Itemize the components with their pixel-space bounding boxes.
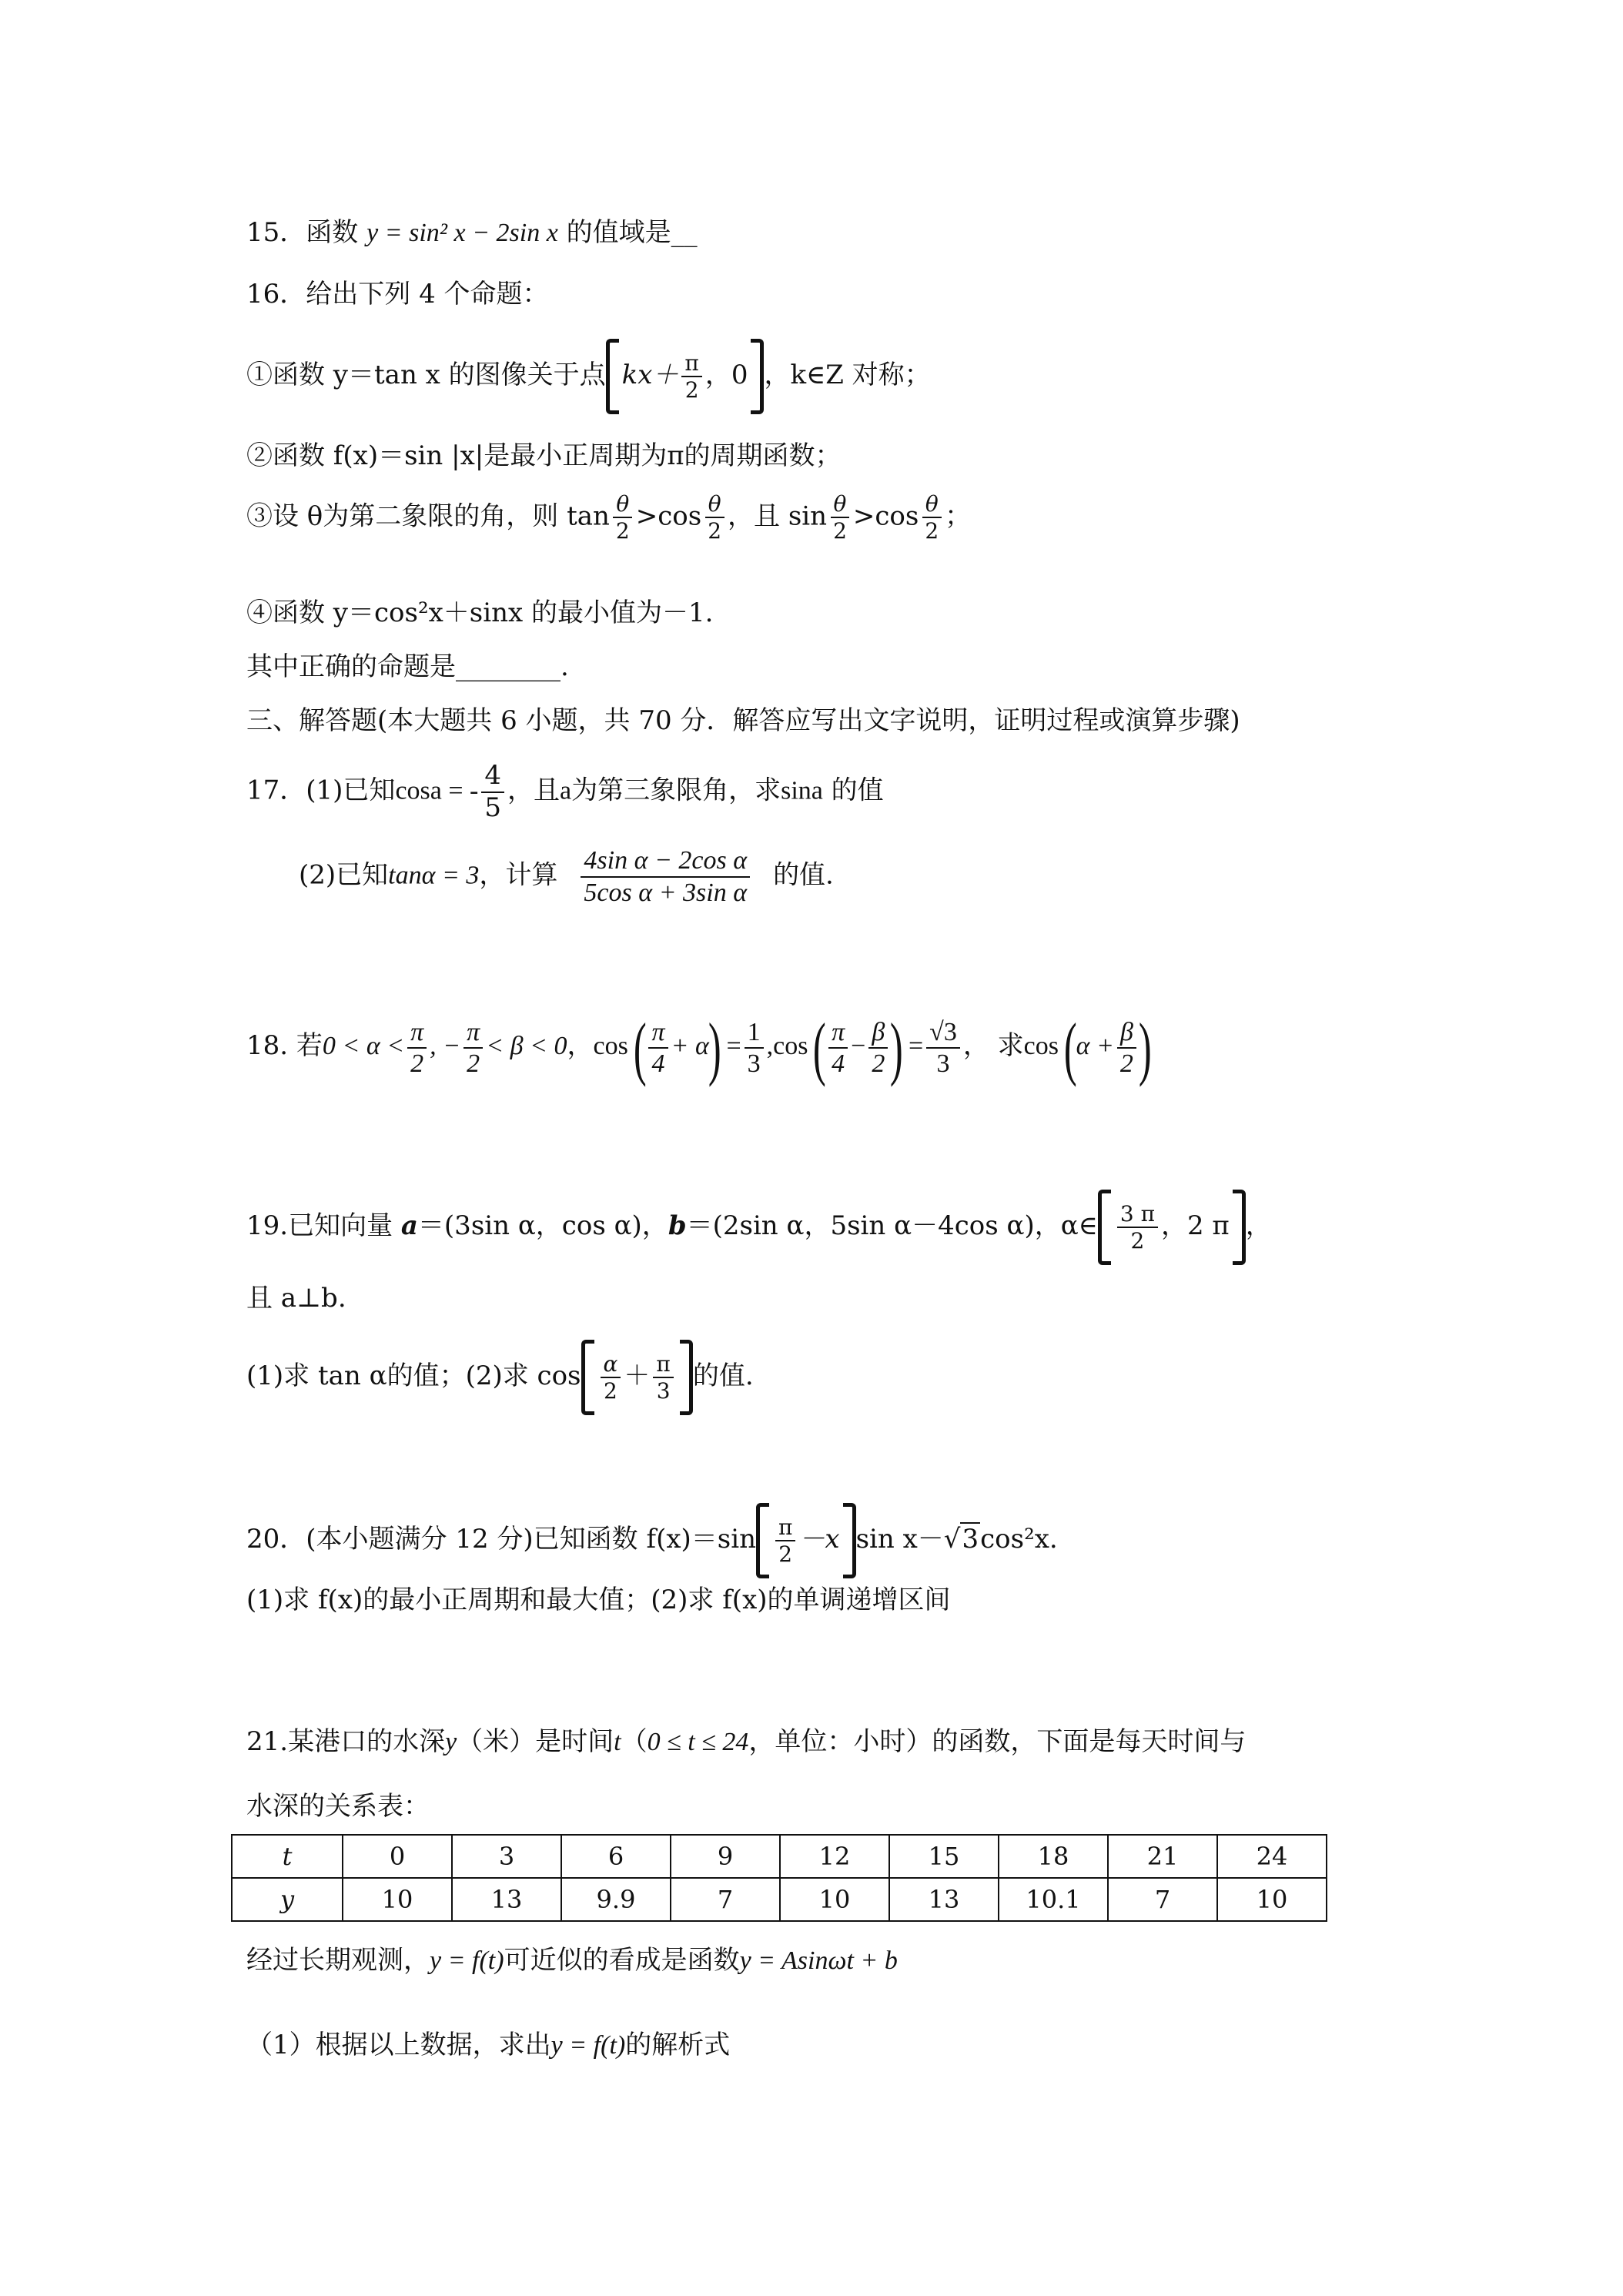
q19-vector-a: a (400, 1210, 418, 1241)
q21-y: y (445, 1728, 457, 1756)
q18-eq1: = (726, 1032, 741, 1061)
bracket-left (756, 1503, 769, 1578)
q20-minus-x: －x (798, 1524, 840, 1555)
q16-p3-frac4: $\frac{\theta}{2}$ (922, 493, 942, 543)
q18-frac-beta-2a: $\frac{\beta}{2}$ (868, 1019, 888, 1078)
q17-text: 为第三象限角，求 (571, 775, 781, 806)
paren-left: ( (1063, 1009, 1077, 1087)
table-cell: 9 (671, 1835, 780, 1878)
q16-proposition-1 (246, 339, 931, 414)
q18-frac-sqrt3-3: $\frac{√3}{3}$ (926, 1019, 960, 1078)
q15-suffix: 的值域是 (557, 217, 671, 248)
question-20: 20．(本小题满分 12 分)已知函数 f(x)＝sin $\frac{\pi}{2}$ －x sin x－√3cos²x. (246, 1503, 1058, 1578)
question-19 (246, 1190, 1272, 1265)
q15-prefix: 15．函数 (246, 217, 367, 248)
q21-subquestion-1 (246, 2030, 730, 2062)
question-18 (246, 1009, 1157, 1087)
q18-frac-pi-2b: $\frac{\pi}{2}$ (463, 1019, 483, 1078)
q17-p1-label: 17．(1)已知 (246, 775, 396, 806)
q19-label: 19.已知向量 (246, 1210, 401, 1241)
q19-q-text: (1)求 tan α的值；(2)求 cos (246, 1361, 581, 1391)
bracket-left (581, 1340, 594, 1415)
q16-p3-frac1: $\frac{\theta}{2}$ (613, 493, 633, 543)
q18-frac-pi-4b: $\frac{\pi}{4}$ (828, 1019, 848, 1078)
table-cell: 10.1 (999, 1878, 1108, 1921)
q21-obs-f: y = f(t) (430, 1946, 504, 1975)
table-cell: 24 (1217, 1835, 1327, 1878)
table-cell: 21 (1108, 1835, 1217, 1878)
q16-answer-line: 其中正确的命题是________. (246, 651, 569, 682)
q16-p3-frac3: $\frac{\theta}{2}$ (830, 493, 850, 543)
q21-sub1-f: y = f(t) (550, 2031, 626, 2060)
q18-cond3: < β < 0 (486, 1032, 567, 1061)
paren-right: ) (708, 1009, 721, 1087)
table-cell: 18 (999, 1835, 1108, 1878)
q21-t: t (614, 1728, 621, 1756)
table-cell: y (232, 1878, 343, 1921)
q16-p3-cos: >cos (635, 500, 702, 532)
q19-frac-3pi-2: $\frac{3 \pi}{2}$ (1117, 1203, 1158, 1253)
q16-p1-fraction: $\frac{\pi}{2}$ (681, 352, 701, 402)
q21-observation (246, 1945, 898, 1977)
q19-q-tail: 的值. (692, 1361, 754, 1391)
q18-cos1: cos (593, 1032, 628, 1061)
q15-blank: __ (671, 217, 698, 248)
q19-frac-alpha-2: $\frac{\alpha}{2}$ (601, 1353, 621, 1403)
q17-sin: sina (781, 776, 823, 805)
q16-p3-text: ③设 θ为第二象限的角，则 tan (246, 500, 610, 532)
section-3-heading: 三、解答题(本大题共 6 小题，共 70 分．解答应写出文字说明，证明过程或演算步骤) (246, 705, 1240, 736)
q17-p2-tail: 的值. (773, 859, 834, 891)
question-15 (246, 217, 698, 249)
q21-paren: （ (621, 1726, 648, 1757)
q17-p2-label: (2)已知 (299, 859, 389, 891)
q19-comma: ， (1245, 1210, 1272, 1241)
question-16-title: 16．给出下列 4 个命题： (246, 279, 549, 310)
q18-find: ， 求 (962, 1030, 1024, 1062)
q16-p3-cos2: >cos (852, 500, 919, 532)
q16-p1-kx: kx＋ (621, 360, 679, 390)
q20-sin-x: sin x－ (855, 1524, 944, 1555)
q18-minus: − (851, 1032, 866, 1061)
q16-p1-tail: ，k∈Z 对称； (764, 360, 931, 390)
q21-text: ，单位：小时）的函数，下面是每天时间与 (748, 1726, 1247, 1757)
question-21 (246, 1726, 1246, 1759)
q21-line-2: 水深的关系表： (246, 1791, 430, 1822)
table-cell: 6 (561, 1835, 671, 1878)
q19-2pi: ，2 π (1160, 1210, 1230, 1241)
q19-line-2: 且 a⊥b. (246, 1283, 346, 1314)
q16-p1-zero: ，0 (704, 360, 748, 390)
q18-comma2: , (766, 1032, 774, 1061)
q18-cond1: 0 < α < (322, 1032, 405, 1061)
q19-b-def: ＝(2sin α，5sin α－4cos α)，α∈ (686, 1210, 1098, 1241)
q21-obs-text: 经过长期观测， (246, 1945, 430, 1976)
q17-and: ，且 (507, 775, 560, 806)
depth-table (231, 1834, 1327, 1922)
question-17-part-2 (299, 847, 834, 906)
q16-p3-sin: ，且 sin (728, 500, 828, 532)
bracket-right (680, 1340, 693, 1415)
table-cell: 9.9 (561, 1878, 671, 1921)
q21-range: 0 ≤ t ≤ 24 (647, 1728, 749, 1756)
paren-right: ) (1138, 1009, 1152, 1087)
table-cell: 13 (889, 1878, 999, 1921)
bracket-left (1098, 1190, 1111, 1265)
q20-cos2x: cos²x. (980, 1524, 1058, 1555)
q18-frac-pi-2a: $\frac{\pi}{2}$ (407, 1019, 427, 1078)
table-cell: 15 (889, 1835, 999, 1878)
q16-p3-end: ； (945, 500, 972, 532)
q20-subquestions: (1)求 f(x)的最小正周期和最大值；(2)求 f(x)的单调递增区间 (246, 1585, 951, 1615)
q17-fraction: $\frac{4}{5}$ (481, 762, 504, 822)
q17-cos: cosa = - (395, 776, 479, 805)
q20-frac-pi-2: $\frac{\pi}{2}$ (775, 1516, 795, 1566)
table-cell: 10 (1217, 1878, 1327, 1921)
table-cell: 0 (343, 1835, 452, 1878)
bracket-right (1233, 1190, 1246, 1265)
q19-a-def: ＝(3sin α，cos α)， (417, 1210, 668, 1241)
q17-compute: ，计算 (479, 859, 558, 891)
q21-sub1-text: （1）根据以上数据，求出 (246, 2030, 551, 2060)
q19-plus: ＋ (624, 1361, 651, 1391)
paren-left: ( (813, 1009, 827, 1087)
q16-proposition-4: ④函数 y＝cos²x＋sinx 的最小值为－1. (246, 597, 714, 628)
table-cell: 12 (780, 1835, 889, 1878)
q18-frac-1-3: $\frac{1}{3}$ (745, 1019, 764, 1078)
q17-a-symbol: a (560, 776, 572, 805)
table-cell: 7 (1108, 1878, 1217, 1921)
q20-sqrt3: 3 (962, 1524, 979, 1555)
q18-cos2: cos (773, 1032, 808, 1061)
table-cell: 3 (452, 1835, 561, 1878)
bracket-left (606, 339, 619, 414)
paren-right: ) (890, 1009, 904, 1087)
q18-cond2: , − (430, 1032, 461, 1061)
paren-left: ( (633, 1009, 647, 1087)
q15-function: y = sin² x − 2sin x (366, 219, 558, 247)
q21-meter: （米）是时间 (457, 1726, 614, 1757)
table-cell: 7 (671, 1878, 780, 1921)
q20-label: 20．(本小题满分 12 分)已知函数 f(x)＝sin (246, 1524, 756, 1555)
q18-eq2: = (908, 1032, 924, 1061)
q18-plus-alpha: + α (671, 1032, 709, 1061)
table-row-t (232, 1835, 1327, 1878)
q18-alpha-plus: α + (1076, 1032, 1114, 1061)
table-cell: t (232, 1835, 343, 1878)
question-17-part-1 (246, 762, 884, 822)
q19-vector-b: b (668, 1210, 687, 1241)
table-cell: 13 (452, 1878, 561, 1921)
q17-tail: 的值 (822, 775, 884, 806)
q16-proposition-2: ②函数 f(x)＝sin |x|是最小正周期为π的周期函数； (246, 440, 842, 471)
q17-tan: tanα = 3 (388, 861, 480, 890)
table-cell: 10 (780, 1878, 889, 1921)
bracket-right (751, 339, 764, 414)
q16-proposition-3 (246, 493, 971, 543)
q18-cos3: cos (1023, 1032, 1059, 1061)
table-cell: 10 (343, 1878, 452, 1921)
q18-frac-pi-4a: $\frac{\pi}{4}$ (648, 1019, 668, 1078)
q18-comma: ， (567, 1032, 594, 1061)
q21-sub1-tail: 的解析式 (625, 2030, 731, 2060)
q19-subquestions (246, 1340, 754, 1415)
q18-label: 18. 若 (246, 1030, 323, 1062)
table-row-y (232, 1878, 1327, 1921)
q17-p2-fraction: $\frac{\text{4sin α − 2cos α}}{\text{5cos α + 3sin α}}$ (581, 847, 750, 906)
bracket-right (843, 1503, 856, 1578)
q16-p3-frac2: $\frac{\theta}{2}$ (704, 493, 724, 543)
q21-obs-text2: 可近似的看成是函数 (504, 1945, 740, 1976)
q21-obs-g: y = Asinωt + b (739, 1946, 898, 1975)
q21-label: 21.某港口的水深 (246, 1726, 446, 1757)
q19-frac-pi-3: $\frac{\pi}{3}$ (653, 1353, 673, 1403)
q16-p1-text: ①函数 y＝tan x 的图像关于点 (246, 360, 606, 390)
q18-frac-beta-2b: $\frac{\beta}{2}$ (1117, 1019, 1136, 1078)
